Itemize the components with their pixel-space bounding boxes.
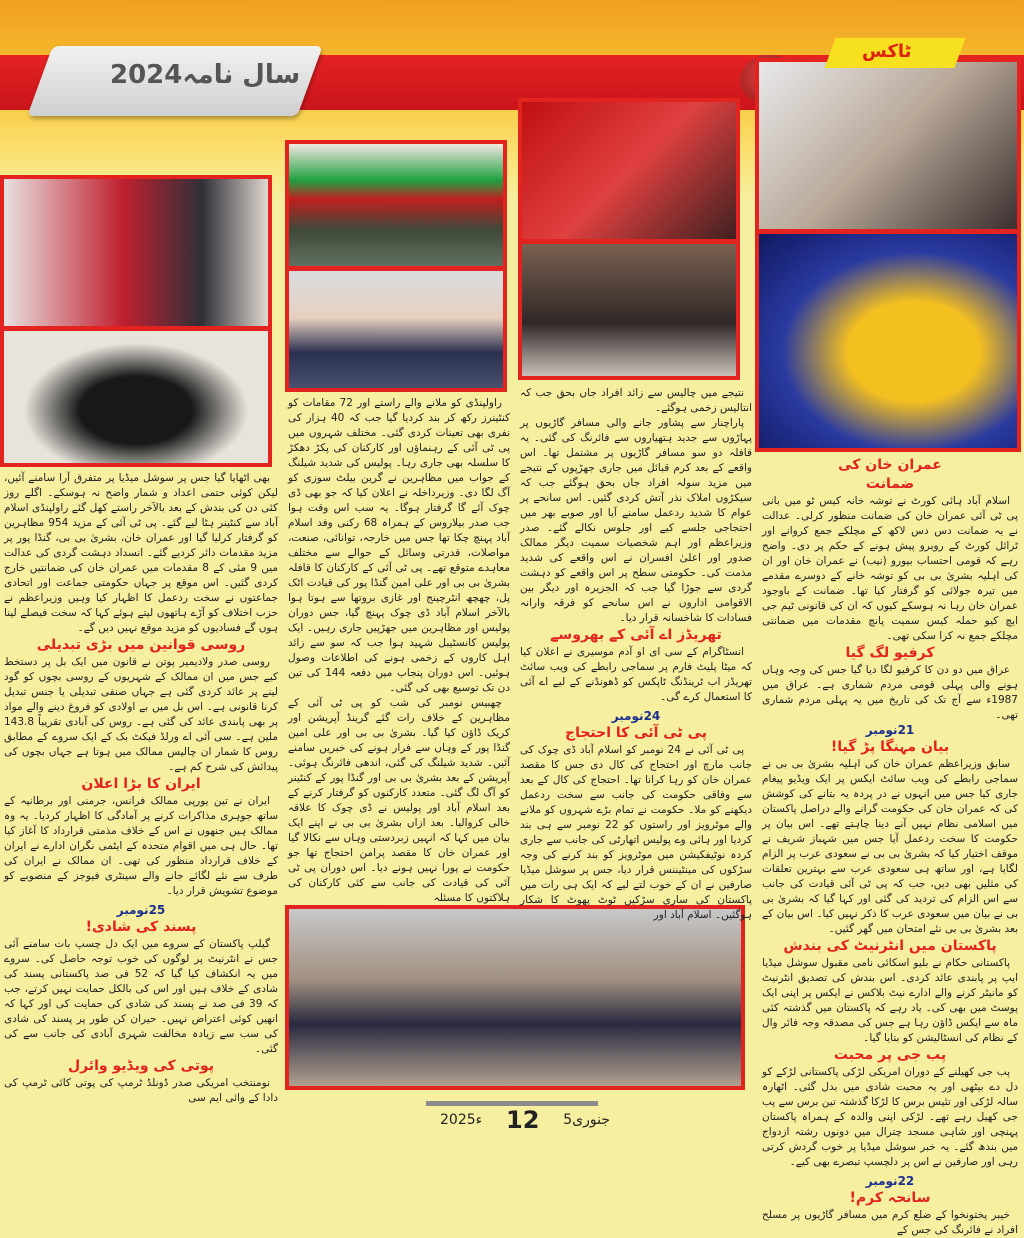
footer-date: 5جنوری xyxy=(563,1112,610,1128)
article-text: روسی صدر ولادیمیر پوتن نے قانون میں ایک بل پر دستخط کیے جس میں ان ممالک کے شہریوں کے روسی بچوں کو گود لینے پر عائد کردی گئی ہے جہاں صنفی تبدیلی یا جنس تبدیل کرنا قانونی ہے۔ اس بل میں بے اولادی کو فروغ دینے والے مواد پر بھی پابندی عائد کی گئی ہے۔ روس کی آبادی تقریباً 143.8 ملین ہے۔ سی آئی اے ورلڈ فیکٹ بک کے ایک سروے کے مطابق روس کا شمار ان چالیس ممالک میں ہوتا ہے جہاں بچوں کی پیدائش کی شرح کم ہے۔ xyxy=(4,656,278,773)
article-text: ایران نے تین یورپی ممالک فرانس، جرمنی اور برطانیہ کے ساتھ جوہری مذاکرات کرنے پر آمادگی کا اظہار کردیا۔ یہ وہ ممالک ہیں جنھوں نے اس کے خلاف مذمتی قرارداد کا آغاز کیا تھا۔ حال ہی میں اقوام متحدہ کے ایٹمی نگران ادارے نے ایران کے خلاف قرارداد منظور کی تھی۔ ان ممالک نے ایران کی طرف سے نئے لگائے جانے والے سینٹری فیوجز کے منصوبے کو موضوع تشویش قرار دیا۔ xyxy=(4,795,278,897)
date-label: 24نومبر xyxy=(611,709,661,723)
article-text: نتیجے میں چالیس سے زائد افراد جاں بحق جب کہ انتالیس زخمی ہوگئے۔ xyxy=(520,387,752,414)
photo-vpn-phone xyxy=(755,230,1021,452)
article-text: راولپنڈی کو ملانے والے راستے اور 72 مقامات کو کنٹینرز رکھ کر بند کردیا گیا جب کہ 40 ہزار کی نفری بھی تعینات کردی گئی۔ مختلف شہروں میں پی ٹی آئی کے رہنماؤں اور کارکنان کی پکڑ دھکڑ کا سلسلہ بھی جاری رہا۔ پولیس کی شدید شیلنگ کے جواب میں مظاہرین نے گرین بیلٹ سوزی کو آگ لگا دی۔ وزیرداخلہ نے اعلان کیا کہ جو بھی ڈی چوک آئے گا گرفتار ہوگا۔ یہ سب اس وقت ہوا جب صدر بیلاروس کے ہمراہ 68 رکنی وفد اسلام آباد پہنچ چکا تھا جس میں خارجہ، توانائی، صنعت، مواصلات، قدرتی وسائل کے حوالے سے مختلف معاہدے متوقع تھے۔ پی ٹی آئی کے کارکنان کا قافلہ بشریٰ بی بی اور علی امین گنڈا پور کی قیادت اٹک پل، چھچھ انٹرچینج اور غازی بروتھا سے ہوتا ہوا بالآخر اسلام آباد ڈی چوک پہنچ گیا، جس دوران پولیس اور مظاہرین میں جھڑپیں جاری رہیں۔ ایک پولیس کانسٹیبل شہید ہوا جب کہ سو سے زائد اہل کاروں کے زخمی ہونے کی اطلاعات وصول ہوئیں۔ اس دوران پنجاب میں دفعہ 144 کی تین دن تک توسیع بھی کی گئی۔ xyxy=(288,397,511,694)
photo-imran-khan-court xyxy=(755,58,1021,233)
date-label: 25نومبر xyxy=(116,903,166,917)
article-text: سابق وزیراعظم عمران خان کی اہلیہ بشریٰ بی بی نے سماجی رابطے کی ویب سائٹ ایکس پر ایک ویڈیو پیغام جاری کیا جس میں انہوں نے در پردہ یہ بتانے کی کوشش کی کہ عمران خان کی حکومت گرانے والے دراصل پاکستان میں اسلامی نظام نہیں آنے دینا چاہتے تھے۔ اس بیان پر حکومت کا سخت ردعمل آیا جس میں شہباز شریف نے موقف اختیار کیا کہ بشریٰ بی بی نے سعودی عرب پر الزام لگایا ہے، اور ساتھ ہی سعودی عرب سے بہترین تعلقات کی مثلیں بھی دیں، جب کہ پی ٹی آئی قیادت کی جانب سے اس الزام کی تردید کی گئی اور کہا گیا کہ بشریٰ بی بی نے بیان میں سعودی عرب کا ذکر نہیں کیا۔ اس بیان کے بعد بشریٰ بی بی نئے امتحان میں گھر گئیں۔ xyxy=(762,758,1018,935)
article-text: گیلپ پاکستان کے سروے میں ایک دل چسپ بات سامنے آئی جس نے انٹرنیٹ پر لوگوں کی خوب توجہ حاصل کی۔ سروے میں یہ انکشاف کیا گیا کہ 52 فی صد پاکستانی پسند کی شادی کے خلاف ہیں اور اس کی بالکل حمایت نہیں کرتے، جب کہ 39 فی صد نے پسند کی شادی کی حمایت کی اور کہا کہ انھیں کوئی اعتراض نہیں۔ حیران کن طور پر پسند کی شادی کی سب سے زیادہ مخالفت شہری آبادی کی جانب سے کی گئی۔ xyxy=(4,938,279,1055)
headline-threads-ai: تھریڈز اے آئی کے بھروسے xyxy=(550,627,722,643)
headline-internet-ban: پاکستان میں انٹرنیٹ کی بندش xyxy=(783,938,997,954)
column-4 xyxy=(4,471,278,1106)
photo-security-forces xyxy=(285,905,745,1090)
headline-imran-bail-2: ضمانت xyxy=(865,476,915,492)
article-text: چھبیس نومبر کی شب کو پی ٹی آئی کے مظاہرین کے خلاف رات گئے گرینڈ آپریشن اور کریک ڈاؤن کیا گیا۔ بشریٰ بی بی اور علی امین گنڈا پور کے وہاں سے فرار ہونے کی خبریں سامنے آئیں۔ شدید شیلنگ کی گئی، اندھی فائرنگ ہوئی۔ آپریشن کے بعد بشریٰ بی بی اور گنڈا پور کے کنٹینر کو آگ لگ گئی۔ متعدد کارکنوں کو گرفتار کرنے کے بعد اسلام آباد اور پولیس نے ڈی چوک کا علاقہ خالی کروالیا۔ بعد ازاں بشریٰ بی بی نے اپنے ایک بیان میں کہا کہ انہیں زبردستی وہاں سے نکالا گیا اور عمران خان کا مقصد پرامن احتجاج تھا جو حکومت نے پورا نہیں ہونے دیا۔ اس دوران پی ٹی آئی کی قیادت کی جانب سے کئی کارکنان کی ہلاکتوں کا مسئلہ xyxy=(288,697,510,904)
date-label: 21نومبر xyxy=(865,723,915,737)
headline-pubg-love: پب جی پر محبت xyxy=(833,1047,947,1063)
photo-wedding-hands xyxy=(518,98,740,243)
photo-woman-niqab xyxy=(0,327,272,467)
photo-bride-groom xyxy=(0,175,272,330)
page-number: 12 xyxy=(506,1106,540,1134)
date-label: 22نومبر xyxy=(865,1174,915,1188)
page-title: سال نامہ2024 xyxy=(110,60,301,90)
page-footer xyxy=(440,1106,610,1134)
article-text: نومنتخب امریکی صدر ڈونلڈ ٹرمپ کی پوتی کائی ٹرمپ کی دادا کے وائی ایم سی xyxy=(4,1077,278,1104)
article-text: اسلام آباد ہائی کورٹ نے توشہ خانہ کیس ٹو میں بانی پی ٹی آئی عمران خان کی ضمانت منظور کرلی۔ عدالت نے یہ ضمانت دس دس لاکھ کے مچلکے جمع کروانے اور ٹرائل کورٹ کے روبرو پیش ہونے کے حکم پر دی۔ واضح رہے کہ قومی احتساب بیورو (نیب) نے عمران خان اور ان کی اہلیہ بشریٰ بی بی کو توشہ خانے کے دوسرے مقدمے میں تیرہ جولائی کو گرفتار کیا تھا۔ ضمانت کے باوجود عمران خان رہا نہ ہوسکے کیوں کہ ان کی قانونی ٹیم جی ایچ کیو حملہ کیس سمیت پانچ مقدمات میں ضمانتی مچلکے جمع نہ کرا سکی تھی۔ xyxy=(762,495,1018,642)
column-3 xyxy=(288,396,510,906)
headline-pti-protest: پی ٹی آئی کا احتجاج xyxy=(565,725,707,741)
headline-curfew: کرفیو لگ گیا xyxy=(845,645,935,661)
headline-love-marriage: پسند کی شادی! xyxy=(85,919,197,935)
photo-crowd-official xyxy=(518,240,740,380)
headline-kurram: سانحہ کرم! xyxy=(849,1190,931,1206)
article-text: پاکستانی حکام نے بلیو اسکائی نامی مقبول سوشل میڈیا ایپ پر پابندی عائد کردی۔ اس بندش کی تصدیق انٹرنیٹ کو مانیٹر کرنے والے ادارے نیٹ بلاکس نے ایکس پر اپنی ایک پوسٹ میں بھی کی۔ یاد رہے کہ پاکستان میں گذشتہ کئی ماہ سے ایکس ڈاؤن رہا ہے جس کی مصدقہ وجہ فائر وال کے نظام کی انسٹالیشن کو بتایا گیا۔ xyxy=(762,957,1018,1044)
photo-pti-rally xyxy=(285,140,507,270)
headline-iran: ایران کا بڑا اعلان xyxy=(81,776,201,792)
article-text: پاراچنار سے پشاور جانے والی مسافر گاڑیوں پر پہاڑوں سے جدید ہتھیاروں سے فائرنگ کی گئی۔ یہ قافلہ دو سو مسافر گاڑیوں پر مشتمل تھا۔ اس واقعے کے بعد کرم قبائل میں جاری جھڑپوں کے نتیجے میں مزید سولہ افراد جاں بحق ہوگئے جب کہ سیکڑوں املاک نذر آتش کردی گئیں۔ اس سانحے پر عوام کا شدید ردعمل سامنے آیا اور صوبے بھر میں احتجاجی جلسے کیے اور جلوس نکالے گئے۔ صدر وزیراعظم اور اہم شخصیات سمیت دیگر ممالک صدور اور اعلیٰ افسران نے اس واقعے کی شدید مذمت کی۔ حکومتی سطح پر اس واقعے کو دہشت گردی سے جوڑا گیا جب کہ الجزیرہ اور دیگر بین الاقوامی اداروں نے اس سانحے کو فرقہ وارانہ فسادات کا شاخسانہ قرار دیا۔ xyxy=(520,417,752,624)
article-text: انسٹاگرام کے سی ای او آدم موسیری نے اعلان کیا کہ میٹا پلیٹ فارم پر سماجی رابطے کی ویب سائٹ تھریڈز اب ٹرینڈنگ ٹاپکس کو ڈھونڈنے کے لیے اے آئی کا استعمال کرے گی۔ xyxy=(520,646,752,703)
section-tab-label: ٹاکس xyxy=(862,41,912,62)
article-text: عراق میں دو دن کا کرفیو لگا دیا گیا جس کی وجہ وہاں ہونے والی پہلی قومی مردم شماری ہے۔ عراق میں 1987ء سے آج تک کی تاریخ میں یہ پہلی مردم شماری تھی۔ xyxy=(762,664,1018,721)
article-text: پی ٹی آئی نے 24 نومبر کو اسلام آباد ڈی چوک کی جانب مارچ اور احتجاج کی کال دی جس کا مقصد عمران خان کو رہا کرانا تھا۔ احتجاج کی کال کے بعد سے وفاقی حکومت کی جانب سے سخت ردعمل دیکھنے کو ملا۔ حکومت نے تمام بڑے شہروں کو ملانے والے موٹرویز اور راستوں کو 22 نومبر سے ہی بند کردیا اور ہائی وے پولیس اتھارٹی کی جانب سے جاری کردہ نوٹیفکیشن میں موٹرویز کو بند کرنے کی وجہ سڑکوں کی مینٹیننس قرار دیا، جس پر سوشل میڈیا صارفین نے ان کے خوب لتے لیے کہ ایک ہی رات میں پاکستان کی ساری سڑکیں ٹوٹ پھوٹ کا شکار ہوگئیں۔ اسلام آباد اور xyxy=(520,744,752,921)
headline-russia-laws: روسی قوانین میں بڑی تبدیلی xyxy=(36,637,246,653)
photo-elderly-man xyxy=(285,267,507,392)
column-2 xyxy=(520,386,752,923)
headline-statement: بیان مہنگا پڑ گیا! xyxy=(830,739,950,755)
column-1 xyxy=(762,456,1018,1238)
article-text: خیبر پختونخوا کے ضلع کرم میں مسافر گاڑیوں پر مسلح افراد نے فائرنگ کی جس کے xyxy=(762,1209,1018,1236)
footer-year: 2025ء xyxy=(440,1112,483,1128)
article-text: بھی اٹھایا گیا جس پر سوشل میڈیا پر متفرق آرا سامنے آئیں، لیکن کوئی حتمی اعداد و شمار واضح نہ ہوسکے۔ اگلے روز کئی دن کی بندش کے بعد بالآخر راستے کھل گئے راولپنڈی اسلام آباد سے کنٹینر ہٹا لیے گئے۔ پی ٹی آئی کے مزید 954 مظاہرین کو گرفتار کرلیا گیا اور عمران خان، بشریٰ بی بی، گنڈا پور پر مزید مقدمات دائر کردیے گئے۔ انسداد دہشت گردی کی عدالت میں 9 مئی کے 8 مقدمات میں عمران خان کی ضمانتیں خارج کردی گئیں۔ اس موقع پر جہاں حکومتی جماعت اور اتحادی جماعتوں نے سخت ردعمل کا اظہار کیا وہیں وزیراعظم نے حزب اختلاف کو آڑے ہاتھوں لیتے ہوئے کہا کہ سخت فیصلے لینا ہوں گے فسادیوں کو مزید موقع نہیں دیں گے۔ xyxy=(4,472,278,634)
headline-imran-bail: عمران خان کی xyxy=(838,457,942,473)
article-text: پب جی کھیلنے کے دوران امریکی لڑکی پاکستانی لڑکے کو دل دے بیٹھی اور یہ محبت شادی میں بدل گئی۔ اٹھارہ سالہ لڑکی اور تئیس برس کا لڑکا گذشتہ تین برس سے پب جی کھیل رہے تھے۔ لڑکی اپنی والدہ کے ہمراہ پاکستان پہنچی اور شاہی مسجد چترال میں دونوں رشتہ ازدواج میں بندھ گئے۔ یہ خبر سوشل میڈیا پر خوب گردش کرتی رہی اور صارفین نے اس پر دلچسپ تبصرے بھی کیے۔ xyxy=(762,1066,1018,1168)
headline-granddaughter-video: پوتی کی ویڈیو وائرل xyxy=(67,1058,215,1074)
